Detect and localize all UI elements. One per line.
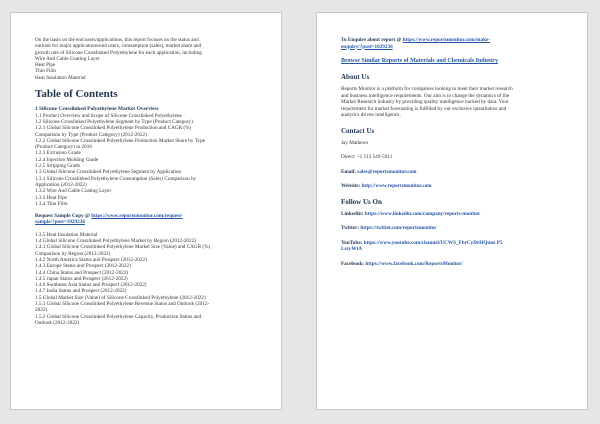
website-link[interactable]: http://www.reportsmonitor.com bbox=[361, 183, 432, 189]
toc-item: 1.5 Global Market Size (Value) of Silicone Crosslinked Polyethylene (2012-2022) bbox=[35, 294, 206, 301]
toc-item: 1.4 Global Silicone Crosslinked Polyethylene Market by Region (2012-2022) bbox=[35, 238, 196, 245]
toc-item: 1.4.1 Global Silicone Crosslinked Polyethylene Market Size (Value) and CAGR (%) bbox=[35, 244, 211, 251]
toc-item: 1.5.2 Global Silicone Crosslinked Polyethylene Capacity, Production Status and bbox=[35, 313, 202, 320]
intro-line: On the basis on the end users/applications, this report focuses on the status and bbox=[35, 37, 199, 43]
toc-item: 1.2 Silicone Crosslinked Polyethylene Segment by Type (Product Category) bbox=[35, 118, 193, 125]
request-sample-link-continued[interactable]: sample/?post=1029236 bbox=[35, 219, 85, 226]
page-right-content bbox=[341, 37, 571, 275]
toc-item: 1.4.5 Japan Status and Prospect (2012-2022) bbox=[35, 275, 128, 282]
toc-list bbox=[35, 113, 265, 207]
request-sample bbox=[35, 213, 265, 226]
facebook-label: Facebook: bbox=[341, 260, 366, 267]
enquire-label: To Enquire about report @ bbox=[341, 37, 403, 43]
email-label: Email: bbox=[341, 168, 358, 175]
application-item: Heat Pipe bbox=[35, 62, 56, 69]
about-line: Market Research industry by providing quality intelligence backed by data. Your bbox=[341, 99, 509, 105]
application-item: Thin Film bbox=[35, 68, 56, 75]
toc-item: 2022) bbox=[35, 307, 48, 314]
website-label: Website: bbox=[341, 183, 362, 189]
toc-item: 1.3 Global Silicone Crosslinked Polyethylene Segment by Application bbox=[35, 169, 182, 176]
email-link[interactable]: sales@reportsmonitor.com bbox=[357, 168, 417, 175]
toc-item: 1.4.2 North America Status and Prospect (2012-2022) bbox=[35, 256, 147, 263]
request-sample-label: Request Sample Copy @ bbox=[35, 213, 92, 220]
toc-item: 1.2.3 Extrusion Grade bbox=[35, 150, 81, 157]
application-item: Heat Insulation Material bbox=[35, 74, 86, 81]
page-left-content bbox=[35, 37, 265, 326]
follow-heading: Follow Us On bbox=[341, 197, 382, 206]
toc-subheading: 1 Silicone Crosslinked Polyethylene Market Overview bbox=[35, 106, 159, 113]
toc-item: 1.5.1 Global Silicone Crosslinked Polyethylene Revenue Status and Outlook (2012- bbox=[35, 300, 210, 307]
toc-item: 1.1 Product Overview and Scope of Silicone Crosslinked Polyethylene bbox=[35, 112, 182, 119]
enquire-link-continued[interactable]: enquiry/?post=1029236 bbox=[341, 43, 393, 50]
toc-heading: Table of Contents bbox=[35, 88, 118, 101]
request-sample-link[interactable]: https://www.reportsmonitor.com/request- bbox=[91, 213, 183, 220]
linkedin-label: LinkedIn: bbox=[341, 210, 365, 217]
toc-item: 1.3.1 Silicone Crosslinked Polyethylene Consumption (Sales) Comparison by bbox=[35, 175, 197, 182]
enquire-block bbox=[341, 37, 571, 50]
toc-item: 1.3.2 Wire And Cable Coating Layer bbox=[35, 188, 112, 195]
toc-item: 1.4.4 China Status and Prospect (2012-2022) bbox=[35, 269, 129, 276]
about-line: requirement for market forecasting is fulfilled by our exclusive quantitative and bbox=[341, 105, 507, 112]
about-paragraph bbox=[341, 86, 571, 119]
toc-item: 1.3.3 Heat Pipe bbox=[35, 194, 67, 201]
browse-similar-reports-link[interactable]: Browse Similar Reports of Materials and Chemicals Industry bbox=[341, 58, 498, 64]
toc-item: 1.2.2 Global Silicone Crosslinked Polyethylene Production Market Share by Type bbox=[35, 137, 205, 144]
document-page-left bbox=[10, 12, 282, 410]
toc-item: 1.3.4 Thin Film bbox=[35, 200, 68, 207]
toc-item: (Product Category) in 2016 bbox=[35, 144, 92, 151]
contact-heading: Contact Us bbox=[341, 126, 375, 135]
toc-item: 1.4.3 Europe Status and Prospect (2012-2022) bbox=[35, 263, 131, 270]
youtube-link-continued[interactable]: LszyWtA bbox=[341, 246, 363, 252]
youtube-link[interactable]: https://www.youtube.com/channel/UCWS_FbrCyDrHQune P5 bbox=[363, 239, 503, 246]
application-item: Wire And Cable Coating Layer bbox=[35, 55, 100, 62]
intro-line: growth rate of Silicone Crosslinked Polyethylene for each application, including bbox=[35, 49, 202, 56]
toc-item: Comparison by Region (2012-2022) bbox=[35, 250, 111, 257]
intro-line: outlook for major applications/end users, consumption (sales), market share and bbox=[35, 43, 202, 50]
twitter-label: Twitter: bbox=[341, 225, 361, 231]
facebook-link[interactable]: https://www.facebook.com/ReportsMonitor/ bbox=[365, 260, 463, 267]
contact-name: Jay Mathews bbox=[341, 139, 369, 146]
toc-item: Application (2012-2022) bbox=[35, 181, 87, 188]
toc-item: Comparison by Type (Product Category) (2012-2022) bbox=[35, 131, 147, 138]
youtube-label: YouTube: bbox=[341, 239, 364, 246]
toc-item: 1.2.1 Global Silicone Crosslinked Polyethylene Production and CAGR (%) bbox=[35, 125, 192, 132]
youtube-row bbox=[341, 240, 571, 253]
linkedin-link[interactable]: https://www.linkedin.com/company/reports-monitor bbox=[364, 210, 481, 217]
about-line: Reports Monitor is a platform for companies looking to meet their market research bbox=[341, 86, 513, 92]
linkedin-row bbox=[341, 211, 571, 218]
toc-item: 1.2.5 Stripping Grade bbox=[35, 163, 80, 170]
toc-item: 1.3.5 Heat Insulation Material bbox=[35, 231, 98, 238]
website-row bbox=[341, 183, 571, 190]
about-heading: About Us bbox=[341, 73, 370, 81]
enquire-link[interactable]: https://www.reportsmonitor.com/make- bbox=[402, 37, 490, 43]
document-page-right bbox=[316, 12, 588, 410]
about-line: and business intelligence requirements. Our aim is to change the dynamics of the bbox=[341, 92, 510, 99]
about-line: analytics driven intelligence. bbox=[341, 112, 401, 118]
facebook-row bbox=[341, 261, 571, 268]
toc-item: 1.2.4 Injection Molding Grade bbox=[35, 156, 99, 163]
twitter-link[interactable]: https://twitter.com/reportsmonitor bbox=[360, 225, 437, 231]
toc-item: 1.4.7 India Status and Prospect (2012-2022) bbox=[35, 288, 127, 295]
direct-phone: Direct: +1 513 549-5911 bbox=[341, 154, 393, 160]
toc-item: Outlook (2012-2022) bbox=[35, 319, 80, 326]
twitter-row bbox=[341, 225, 571, 232]
email-row bbox=[341, 169, 571, 176]
toc-item: 1.4.6 Southeast Asia Status and Prospect (2012-2022) bbox=[35, 282, 147, 289]
toc-list-continued bbox=[35, 232, 265, 326]
intro-paragraph bbox=[35, 37, 265, 81]
